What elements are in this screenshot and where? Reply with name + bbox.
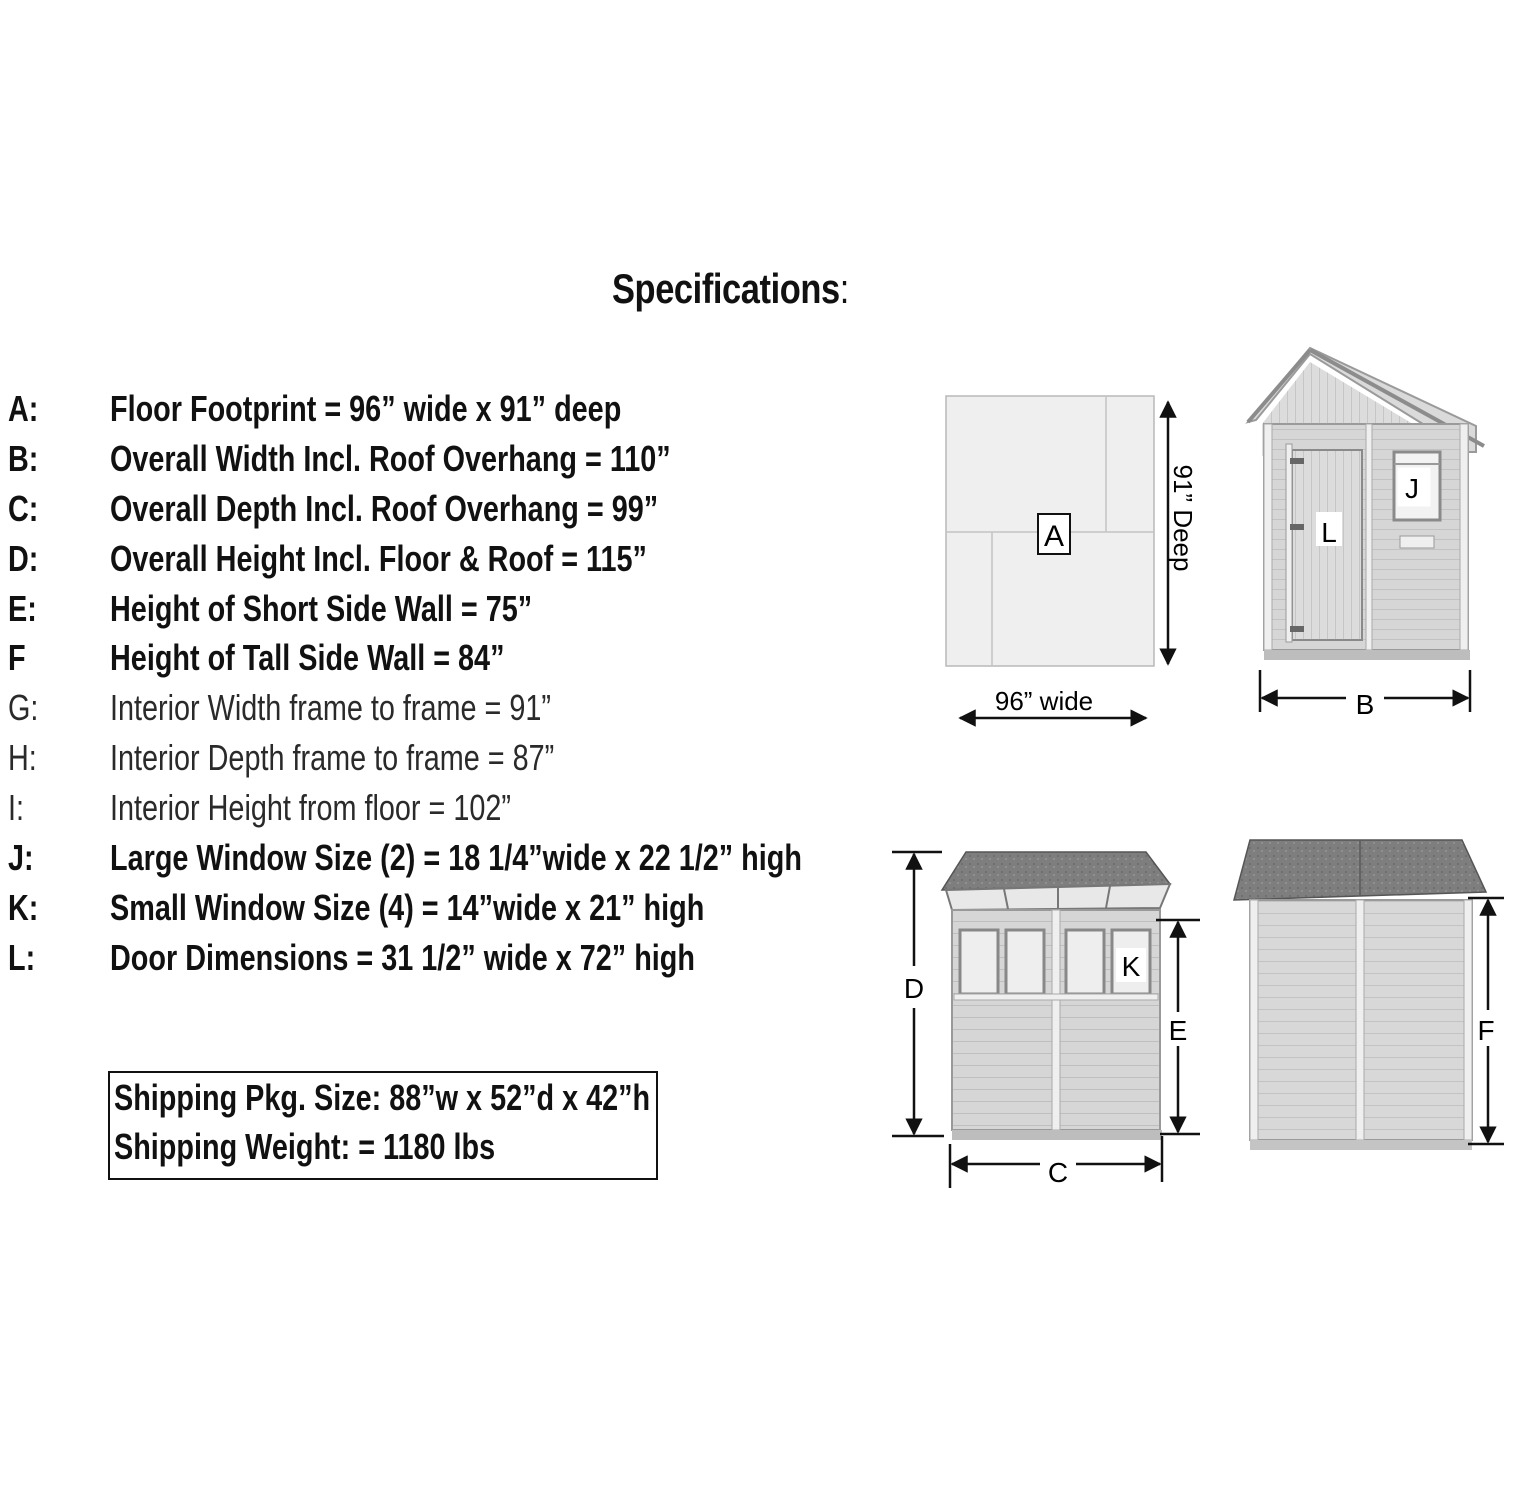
spec-text: Small Window Size (4) = 14”wide x 21” high <box>110 886 705 928</box>
spec-key: I: <box>8 787 25 829</box>
spec-text: Interior Width frame to frame = 91” <box>110 687 551 729</box>
label-f: F <box>1477 1015 1495 1046</box>
label-j: J <box>1405 473 1419 504</box>
shipping-box <box>108 1071 658 1180</box>
trim <box>1464 900 1472 1140</box>
spec-text: Interior Height from floor = 102” <box>110 787 511 829</box>
back-view-diagram <box>1224 830 1514 1175</box>
label-l: L <box>1321 517 1337 548</box>
hinge <box>1290 626 1304 632</box>
floor-plan-diagram <box>930 380 1220 740</box>
spec-key: A: <box>8 388 39 429</box>
depth-label: 91” Deep <box>1168 464 1198 572</box>
floor-base <box>1264 650 1470 660</box>
hinge <box>1290 458 1304 464</box>
spec-text: Overall Width Incl. Roof Overhang = 110” <box>110 437 671 479</box>
door-trim <box>1286 444 1292 642</box>
floor-base <box>1250 1140 1472 1150</box>
center-post <box>1052 910 1060 1130</box>
spec-text: Overall Height Incl. Floor & Roof = 115” <box>110 537 647 579</box>
hinge <box>1290 524 1304 530</box>
shipping-size: Shipping Pkg. Size: 88”w x 52”d x 42”h <box>114 1077 651 1118</box>
spec-text: Overall Depth Incl. Roof Overhang = 99” <box>110 487 659 529</box>
title-text: Specifications <box>612 265 840 312</box>
vent <box>1400 536 1434 548</box>
spec-text: Height of Short Side Wall = 75” <box>110 587 533 629</box>
width-label: 96” wide <box>994 686 1094 716</box>
label-c: C <box>1047 1157 1069 1188</box>
label-k: K <box>1121 951 1141 982</box>
shipping-weight: Shipping Weight: = 1180 lbs <box>114 1126 496 1167</box>
spec-key: C: <box>8 487 39 529</box>
title-colon: : <box>839 265 849 312</box>
spec-key: E: <box>8 587 37 629</box>
spec-key: D: <box>8 537 39 579</box>
page-title <box>612 265 849 313</box>
spec-key: K: <box>8 886 39 928</box>
spec-key: J: <box>8 837 34 879</box>
spec-key: H: <box>8 737 37 779</box>
label-a: A <box>1043 520 1065 553</box>
spec-text: Door Dimensions = 31 1/2” wide x 72” high <box>110 936 695 978</box>
label-d: D <box>903 973 925 1004</box>
small-window <box>960 930 998 994</box>
window-sill <box>954 994 1158 1000</box>
label-e: E <box>1168 1015 1188 1046</box>
spec-key: L: <box>8 936 36 978</box>
spec-key: G: <box>8 687 39 729</box>
spec-text: Large Window Size (2) = 18 1/4”wide x 22 1/2” high <box>110 837 802 879</box>
side-view-diagram <box>880 838 1210 1198</box>
trim <box>1460 424 1468 650</box>
floor-base <box>952 1130 1162 1140</box>
small-window <box>1006 930 1044 994</box>
spec-key: B: <box>8 437 39 479</box>
label-b: B <box>1355 689 1375 720</box>
center-post <box>1356 900 1364 1140</box>
spec-key: F <box>8 637 26 679</box>
spec-text: Height of Tall Side Wall = 84” <box>110 637 505 679</box>
trim <box>1250 900 1258 1140</box>
front-view-diagram <box>1240 340 1502 725</box>
spec-text: Interior Depth frame to frame = 87” <box>110 737 555 779</box>
spec-text: Floor Footprint = 96” wide x 91” deep <box>110 388 622 429</box>
trim <box>1264 424 1272 650</box>
trim <box>1366 424 1372 650</box>
small-window <box>1066 930 1104 994</box>
